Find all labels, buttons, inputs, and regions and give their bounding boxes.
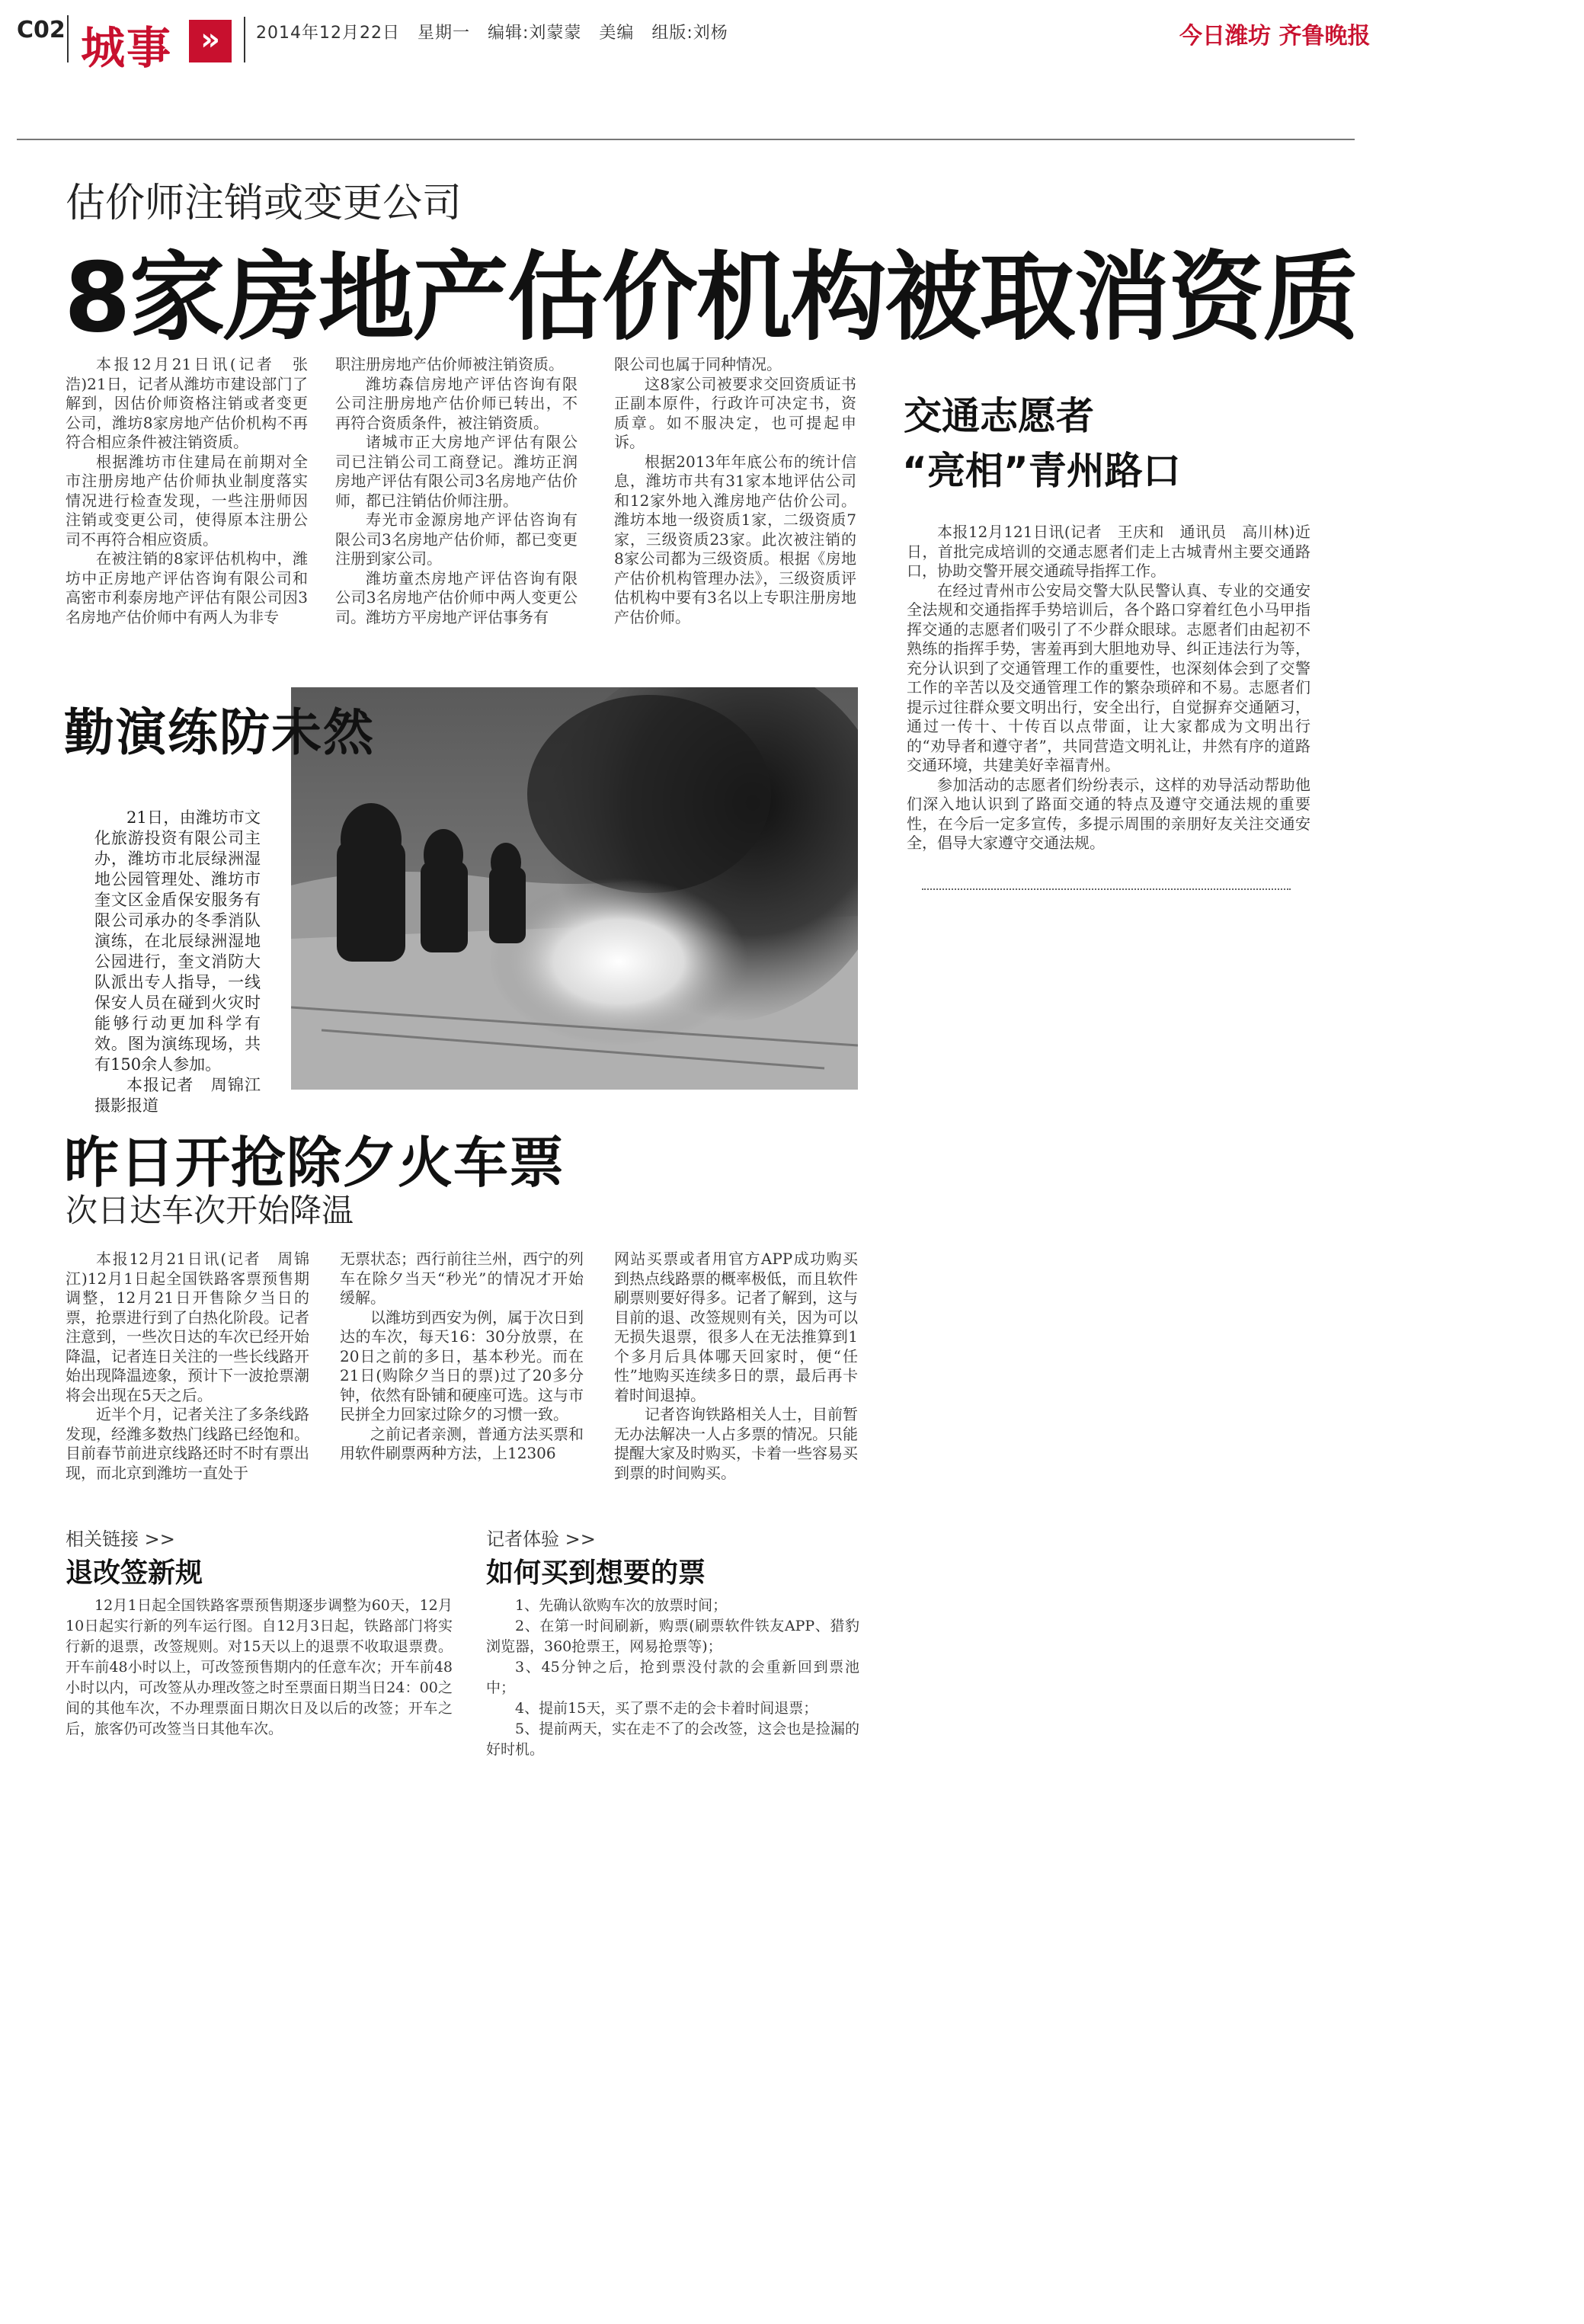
side-headline: 交通志愿者 <box>904 394 1094 438</box>
section-title: 城事 <box>81 22 173 74</box>
box-label: 相关链接 >> <box>66 1529 175 1550</box>
paragraph: 本报12月121日讯(记者 王庆和 通讯员 高川林)近日，首批完成培训的交通志愿者们走上古城青州主要交通路口，协助交警开展交通疏导指挥工作。 <box>907 523 1310 580</box>
list-item: 4、提前15天，买了票不走的会卡着时间退票； <box>515 1700 818 1717</box>
paragraph: 网站买票或者用官方APP成功购买到热点线路票的概率极低，而且软件刷票则要好得多。记者了解到，这与目前的退、改签规则有关，因为可以无损失退票，很多人在无法推算到1个多月后具体哪天回家时，便“任性”地购买连续多日的票，最后再卡着时间退掉。 <box>614 1250 858 1404</box>
article-column <box>614 355 856 627</box>
photo-credit: 本报记者 周锦江 摄影报道 <box>94 1076 277 1115</box>
paragraph: 本报12月21日讯(记者 张浩)21日，记者从潍坊市建设部门了解到，因估价师资格注销或者变更公司，潍坊8家房地产估价机构不再符合相应条件被注销资质。 <box>66 355 308 451</box>
photo-headline: 勤演练防未然 <box>64 703 375 762</box>
article-column <box>340 1250 584 1464</box>
side-headline: “亮相”青州路口 <box>902 449 1181 493</box>
article-column <box>614 1250 858 1483</box>
list-item: 2、在第一时间刷新，购票(刷票软件铁友APP、猎豹浏览器，360抢票王，网易抢票等)； <box>486 1618 859 1655</box>
header-divider <box>67 15 69 62</box>
article-column <box>335 355 578 627</box>
list-item: 1、先确认欲购车次的放票时间； <box>515 1597 728 1614</box>
box-body <box>486 1596 859 1760</box>
caption-text: 21日，由潍坊市文化旅游投资有限公司主办，潍坊市北辰绿洲湿地公园管理处、潍坊市奎文区金盾保安服务有限公司承办的冬季消队演练，在北辰绿洲湿地公园进行，奎文消防大队派出专人指导，一线保安人员在碰到火灾时能够行动更加科学有效。图为演练现场，共有150余人参加。 <box>94 808 261 1074</box>
paragraph: 在被注销的8家评估机构中，潍坊中正房地产评估咨询有限公司和高密市利泰房地产评估有限公司因3名房地产估价师中有两人为非专 <box>66 549 308 626</box>
article-subhead: 次日达车次开始降温 <box>66 1192 354 1229</box>
paragraph: 职注册房地产估价师被注销资质。 <box>335 355 564 373</box>
box-title: 退改签新规 <box>66 1557 203 1589</box>
paragraph: 本报12月21日讯(记者 周锦江)12月1日起全国铁路客票预售期调整，12月21日开售除夕当日的票，抢票进行到了白热化阶段。记者注意到，一些次日达的车次已经开始降温，记者连日关注的一些长线路开始出现降温迹象，预计下一波抢票潮将会出现在5天之后。 <box>66 1250 309 1404</box>
page-number: C02 <box>17 17 66 43</box>
paragraph: 这8家公司被要求交回资质证书正副本原件，行政许可决定书，资质章。如不服决定，也可提起申诉。 <box>614 374 856 451</box>
news-photo <box>291 687 858 1090</box>
article-headline: 8家房地产估价机构被取消资质 <box>64 242 1358 354</box>
box-body <box>66 1596 453 1740</box>
fire-drill-photo <box>291 687 858 1090</box>
box-label: 记者体验 >> <box>486 1529 596 1550</box>
paragraph: 无票状态；西行前往兰州，西宁的列车在除夕当天“秒光”的情况才开始缓解。 <box>340 1250 584 1307</box>
paragraph: 12月1日起全国铁路客票预售期逐步调整为60天，12月10日起实行新的列车运行图。自12月3日起，铁路部门将实行新的退票，改签规则。对15天以上的退票不收取退票费。开车前48小时以上，可改签预售期内的任意车次；开车前48小时以内，可改签从办理改签之时至票面日期当日24：00之间的其他车次，不办理票面日期次日及以后的改签；开车之后，旅客仍可改签当日其他车次。 <box>66 1597 453 1737</box>
separator <box>922 888 1291 890</box>
list-item: 5、提前两天，实在走不了的会改签，这会也是捡漏的好时机。 <box>486 1721 859 1758</box>
article-headline: 昨日开抢除夕火车票 <box>64 1131 565 1195</box>
list-item: 3、45分钟之后，抢到票没付款的会重新回到票池中； <box>486 1659 859 1696</box>
article-column <box>66 355 308 627</box>
paragraph: 以潍坊到西安为例，属于次日到达的车次，每天16：30分放票，在20日之前的多日，基本秒光。而在21日(购除夕当日的票)过了20多分钟，依然有卧铺和硬座可选。这与市民拼全力回家过除夕的习惯一致。 <box>340 1308 584 1423</box>
box-title: 如何买到想要的票 <box>486 1557 706 1589</box>
article-column <box>66 1250 309 1483</box>
paragraph: 参加活动的志愿者们纷纷表示，这样的劝导活动帮助他们深入地认识到了路面交通的特点及遵守交通法规的重要性，在今后一定多宣传，多提示周围的亲朋好友关注交通安全，倡导大家遵守交通法规。 <box>907 775 1310 852</box>
paragraph: 在经过青州市公安局交警大队民警认真、专业的交通安全法规和交通指挥手势培训后，各个路口穿着红色小马甲指挥交通的志愿者们吸引了不少群众眼球。志愿者们由起初不熟练的指挥手势，害羞再到大胆地劝导、纠正违法行为等，充分认识到了交通管理工作的重要性，也深刻体会到了交警工作的辛苦以及交通管理工作的繁杂琐碎和不易。志愿者们提示过往群众要文明出行，安全出行，自觉摒弃交通陋习，通过一传十、十传百以点带面，让大家都成为文明出行的“劝导者和遵守者”，共同营造文明礼让，井然有序的道路交通环境，共建美好幸福青州。 <box>907 581 1310 774</box>
header-rule <box>17 139 1355 140</box>
issue-meta: 2014年12月22日 星期一 编辑:刘蒙蒙 美编 组版:刘杨 <box>256 24 728 43</box>
paragraph: 根据2013年年底公布的统计信息，潍坊市共有31家本地评估公司和12家外地入潍房地产估价公司。潍坊本地一级资质1家，二级资质7家，三级资质23家。此次被注销的8家公司都为三级资质。根据《房地产估价机构管理办法》，三级资质评估机构中要有3名以上专职注册房地产估价师。 <box>614 452 856 626</box>
paragraph: 之前记者亲测，普通方法买票和用软件刷票两种方法，上12306 <box>340 1424 584 1462</box>
paragraph: 潍坊童杰房地产评估咨询有限公司3名房地产估价师中两人变更公司。潍坊方平房地产评估事务有 <box>335 568 578 626</box>
photo-caption <box>94 808 277 1116</box>
section-arrow-icon: » <box>189 20 232 62</box>
article-kicker: 估价师注销或变更公司 <box>66 181 462 226</box>
paragraph: 寿光市金源房地产评估咨询有限公司3名房地产估价师，都已变更注册到家公司。 <box>335 511 578 568</box>
paragraph: 近半个月，记者关注了多条线路发现，经潍多数热门线路已经饱和。目前春节前进京线路还时不时有票出现，而北京到潍坊一直处于 <box>66 1405 309 1482</box>
paragraph: 记者咨询铁路相关人士，目前暂无办法解决一人占多票的情况。只能提醒大家及时购买，卡着一些容易买到票的时间购买。 <box>614 1405 858 1482</box>
paragraph: 限公司也属于同种情况。 <box>614 355 782 373</box>
paragraph: 根据潍坊市住建局在前期对全市注册房地产估价师执业制度落实情况进行检查发现，一些注册师因注销或变更公司，使得原本注册公司不再符合相应资质。 <box>66 452 308 549</box>
paragraph: 潍坊森信房地产评估咨询有限公司注册房地产估价师已转出，不再符合资质条件，被注销资质。 <box>335 374 578 432</box>
paragraph: 诸城市正大房地产评估有限公司已注销公司工商登记。潍坊正润房地产评估有限公司3名房地产估价师，都已注销估价师注册。 <box>335 433 578 510</box>
newspaper-brand: 今日潍坊 齐鲁晚报 <box>1179 23 1371 50</box>
article-column <box>907 523 1310 853</box>
header-divider <box>244 17 245 62</box>
